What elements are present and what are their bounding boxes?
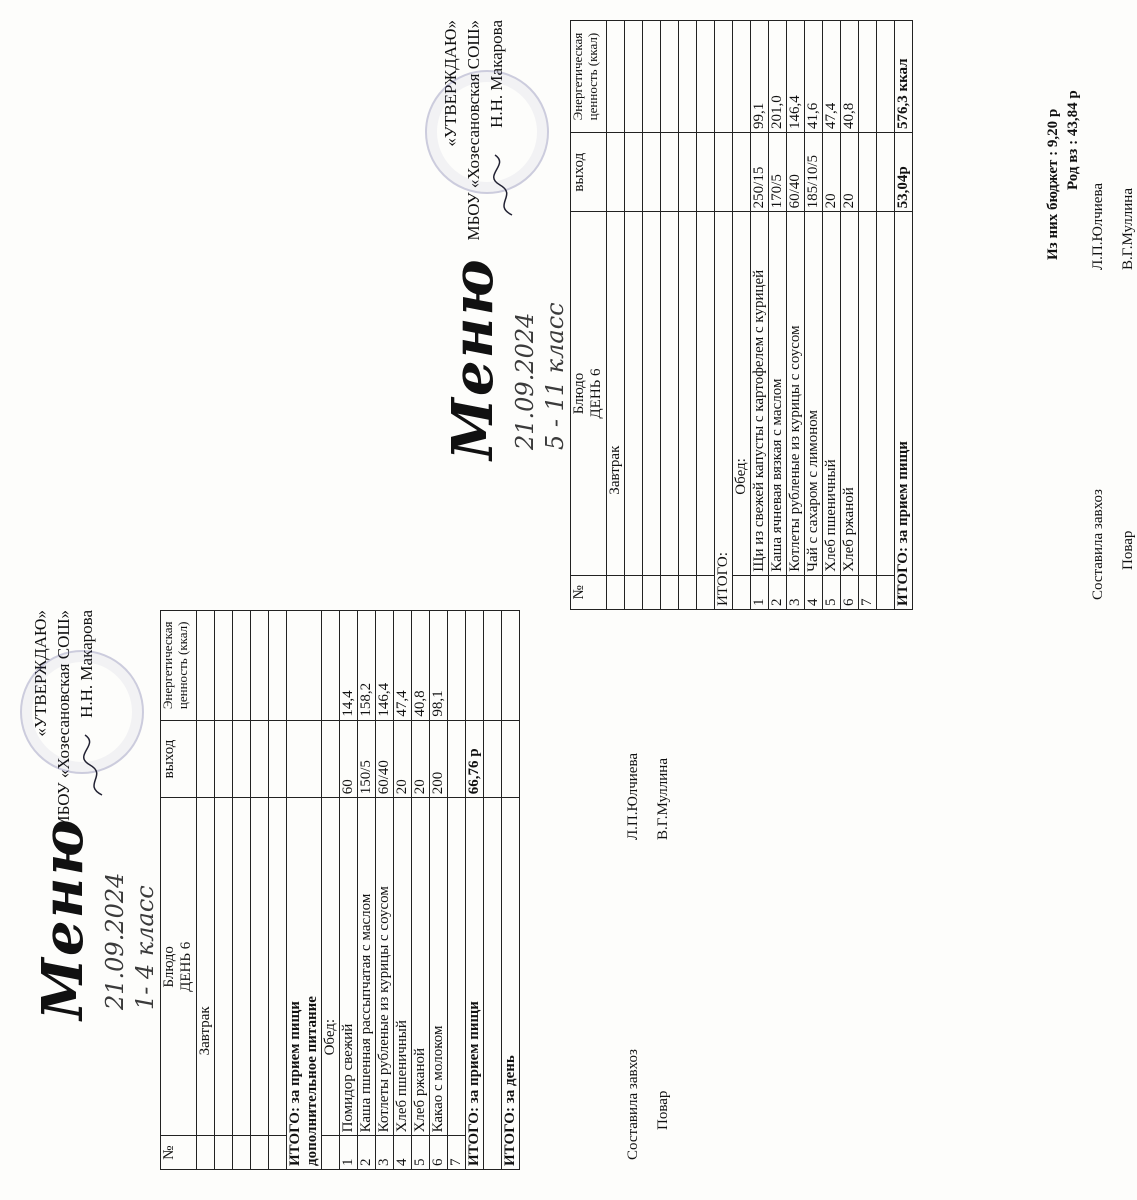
grades: 1- 4 класс — [131, 885, 159, 1010]
handwritten-date — [100, 873, 160, 1010]
cook-label: Повар — [655, 1090, 671, 1130]
item-yield: 60/40 — [375, 720, 393, 798]
total-meal-price: 66,76 р — [465, 720, 483, 798]
col-dish — [161, 798, 197, 1136]
item-num: 6 — [840, 575, 858, 609]
director-signature — [80, 730, 110, 800]
item-dish: Помидор свежий — [339, 798, 357, 1136]
total-extra-cell — [286, 798, 321, 1170]
cook-line — [655, 610, 672, 1130]
item-num: 3 — [375, 1136, 393, 1170]
breakfast-label: Завтрак — [606, 212, 624, 575]
table-row — [786, 21, 804, 610]
handwritten-date — [510, 302, 570, 450]
item-kcal: 14,4 — [339, 611, 357, 721]
approve-caption: «УТВЕРЖДАЮ» — [31, 610, 50, 737]
item-kcal: 146,4 — [786, 21, 804, 133]
item-num: 2 — [768, 575, 786, 609]
total-kcal: 576,3 ккал — [894, 21, 912, 133]
total-day-label: ИТОГО: за день — [501, 798, 519, 1170]
director-signature — [490, 150, 520, 220]
total-meal-price: 53,04р — [894, 133, 912, 212]
item-kcal: 47,4 — [822, 21, 840, 133]
menu-title: Меню — [30, 817, 96, 1020]
item-num: 7 — [858, 575, 876, 609]
grades: 5 - 11 класс — [541, 302, 569, 450]
col-num: № — [571, 575, 607, 609]
cook-name: В.Г.Муллина — [1120, 188, 1136, 270]
item-kcal: 98,1 — [429, 611, 447, 721]
col-yield: выход — [161, 720, 197, 798]
item-yield — [858, 133, 876, 212]
menu-table — [160, 610, 520, 1170]
item-dish: Каша ячневая вязкая с маслом — [768, 212, 786, 575]
item-num: 5 — [411, 1136, 429, 1170]
col-dish — [571, 212, 607, 575]
item-yield: 60 — [339, 720, 357, 798]
item-num: 3 — [786, 575, 804, 609]
item-dish — [447, 798, 465, 1136]
item-dish: Щи из свежей капусты с картофелем с курицей — [750, 212, 768, 575]
item-kcal — [447, 611, 465, 721]
cook-label: Повар — [1120, 530, 1136, 570]
item-kcal: 158,2 — [357, 611, 375, 721]
item-kcal: 201,0 — [768, 21, 786, 133]
table-row — [411, 611, 429, 1170]
item-yield: 250/15 — [750, 133, 768, 212]
table-row — [357, 611, 375, 1170]
item-kcal: 99,1 — [750, 21, 768, 133]
compiled-line — [625, 640, 642, 1160]
approve-caption: «УТВЕРЖДАЮ» — [441, 20, 460, 147]
table-row — [768, 21, 786, 610]
item-dish — [858, 212, 876, 575]
approve-name: Н.Н. Макарова — [76, 610, 96, 718]
item-num: 6 — [429, 1136, 447, 1170]
menu-title: Меню — [440, 257, 506, 460]
item-dish: Чай с сахаром с лимоном — [804, 212, 822, 575]
item-dish: Хлеб пшеничный — [822, 212, 840, 575]
cook-name: В.Г.Муллина — [655, 758, 671, 840]
item-yield: 20 — [393, 720, 411, 798]
item-kcal: 41,6 — [804, 21, 822, 133]
menu-grades-1-4 — [30, 610, 671, 1170]
col-yield: выход — [571, 133, 607, 212]
col-num: № — [161, 1136, 197, 1170]
item-dish: Хлеб ржаной — [411, 798, 429, 1136]
item-dish: Котлеты рубленые из курицы с соусом — [786, 212, 804, 575]
compiled-label: Составила завхоз — [1090, 489, 1106, 600]
lunch-label: Обед: — [321, 798, 339, 1136]
menu-table — [570, 20, 913, 610]
breakfast-label: Завтрак — [196, 798, 214, 1136]
col-day-label: ДЕНЬ 6 — [588, 368, 605, 419]
table-row — [804, 21, 822, 610]
compiled-name: Л.П.Юлчиева — [1090, 183, 1106, 270]
compiled-name: Л.П.Юлчиева — [625, 753, 641, 840]
table-row — [822, 21, 840, 610]
table-row — [447, 611, 465, 1170]
table-row — [750, 21, 768, 610]
item-dish: Хлеб ржаной — [840, 212, 858, 575]
item-yield: 185/10/5 — [804, 133, 822, 212]
parent-line: Род вз : 43,84 р — [1065, 90, 1081, 190]
item-dish: Каша пшенная рассыпчатая с маслом — [357, 798, 375, 1136]
extra-label: дополнительное питание — [303, 996, 320, 1166]
item-num: 5 — [822, 575, 840, 609]
item-kcal: 40,8 — [840, 21, 858, 133]
date: 21.09.2024 — [101, 872, 129, 1010]
menu-grades-5-11 — [440, 20, 1136, 610]
item-kcal: 47,4 — [393, 611, 411, 721]
col-energy: Энергетическая ценность (ккал) — [571, 21, 607, 133]
school-stamp — [425, 70, 549, 194]
item-kcal: 146,4 — [375, 611, 393, 721]
budget-line: Из них бюджет : 9,20 р — [1045, 108, 1061, 260]
cook-line — [1120, 10, 1137, 570]
item-yield: 20 — [822, 133, 840, 212]
item-dish: Хлеб пшеничный — [393, 798, 411, 1136]
item-yield: 20 — [411, 720, 429, 798]
table-row — [840, 21, 858, 610]
total-meal-row: ИТОГО: за прием пищи — [465, 798, 483, 1170]
date: 21.09.2024 — [511, 312, 539, 450]
col-energy: Энергетическая ценность (ккал) — [161, 611, 197, 721]
item-kcal: 40,8 — [411, 611, 429, 721]
col-dish-label: Блюдо — [161, 946, 177, 988]
item-num: 2 — [357, 1136, 375, 1170]
table-row — [393, 611, 411, 1170]
compiled-line — [1090, 40, 1107, 600]
item-num: 1 — [339, 1136, 357, 1170]
approve-name: Н.Н. Макарова — [486, 20, 506, 128]
item-yield: 150/5 — [357, 720, 375, 798]
item-yield — [447, 720, 465, 798]
lunch-label: Обед: — [732, 212, 750, 575]
col-day-label: ДЕНЬ 6 — [178, 941, 195, 992]
total-meal-row: ИТОГО: за прием пищи — [894, 212, 912, 610]
table-row — [375, 611, 393, 1170]
item-num: 4 — [393, 1136, 411, 1170]
compiled-label: Составила завхоз — [625, 1049, 641, 1160]
item-kcal — [858, 21, 876, 133]
table-row — [339, 611, 357, 1170]
item-dish: Котлеты рубленые из курицы с соусом — [375, 798, 393, 1136]
item-dish: Какао с молоком — [429, 798, 447, 1136]
item-yield: 170/5 — [768, 133, 786, 212]
table-row — [858, 21, 876, 610]
total-label: ИТОГО: — [714, 212, 732, 610]
approve-org: МБОУ «Хозесановская СОШ» — [463, 20, 483, 241]
table-row — [429, 611, 447, 1170]
item-yield: 20 — [840, 133, 858, 212]
item-num: 4 — [804, 575, 822, 609]
item-num: 7 — [447, 1136, 465, 1170]
total-meal-label: ИТОГО: за прием пищи — [286, 1001, 303, 1166]
col-dish-label: Блюдо — [571, 372, 587, 415]
item-num: 1 — [750, 575, 768, 609]
item-yield: 200 — [429, 720, 447, 798]
item-yield: 60/40 — [786, 133, 804, 212]
approve-org: МБОУ «Хозесановская СОШ» — [53, 610, 73, 831]
